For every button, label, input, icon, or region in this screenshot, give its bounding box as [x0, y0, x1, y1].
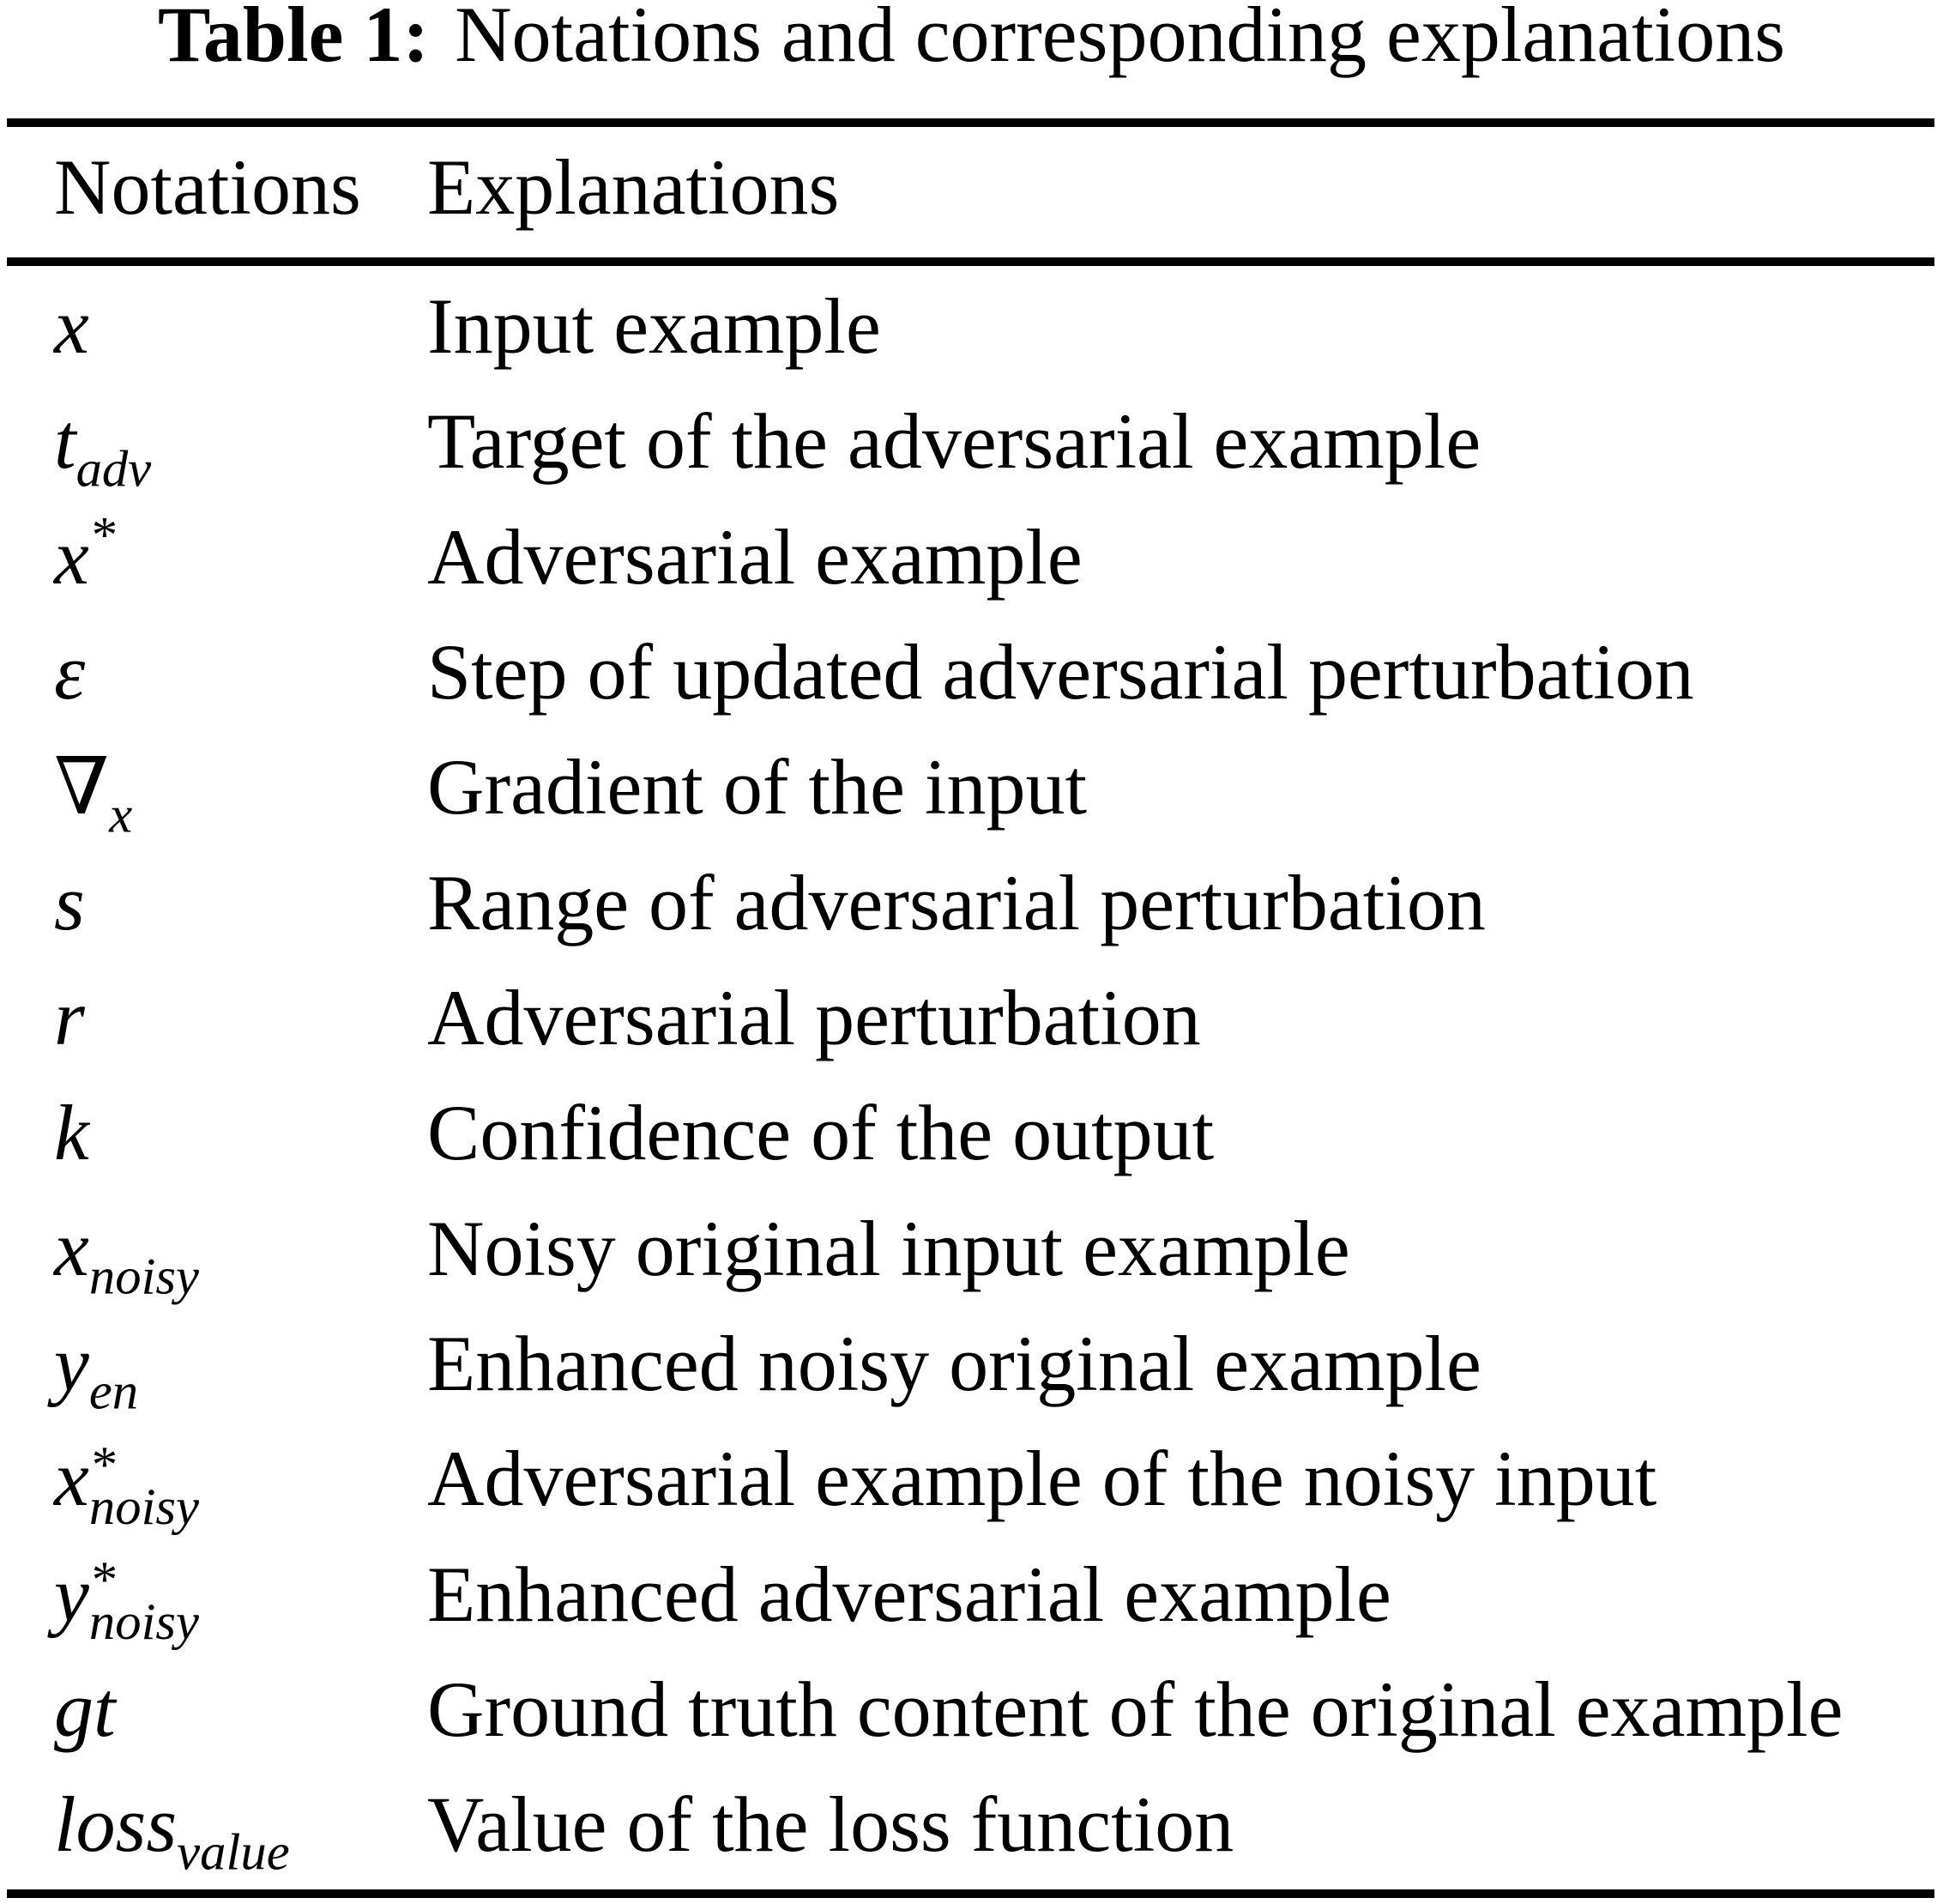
explanation-text: Adversarial example: [427, 512, 1083, 601]
notation-symbol: [54, 1089, 89, 1176]
table-row: [0, 397, 1943, 517]
table-caption: [0, 0, 1943, 78]
explanation-cell: [427, 1319, 1943, 1407]
explanation-cell: [427, 1089, 1943, 1177]
notation-supsub-stack: [88, 1551, 200, 1651]
explanation-text: Input example: [427, 282, 881, 370]
explanation-text: Adversarial example of the noisy input: [427, 1435, 1657, 1523]
table-row: [0, 1435, 1943, 1554]
notation-base: k: [54, 1089, 89, 1177]
explanation-text: Confidence of the output: [427, 1089, 1215, 1177]
table-bottom-rule: [7, 1889, 1934, 1898]
explanation-text: Gradient of the input: [427, 743, 1088, 831]
notation-superscript: *: [88, 1551, 116, 1610]
notation-superscript: *: [88, 1436, 116, 1494]
notation-subscript: adv: [75, 440, 152, 499]
notation-base: t: [54, 397, 76, 486]
notation-cell: [0, 282, 427, 370]
notation-subscript: x: [109, 786, 133, 844]
explanation-cell: [427, 1204, 1943, 1292]
notation-symbol: [54, 1665, 116, 1753]
explanation-text: Ground truth content of the original example: [427, 1665, 1843, 1753]
table-body: [0, 282, 1943, 1901]
notation-base: y: [54, 1319, 89, 1407]
notation-symbol: [54, 1319, 139, 1421]
explanation-text: Adversarial perturbation: [427, 973, 1201, 1061]
explanation-text: Noisy original input example: [427, 1204, 1350, 1292]
explanation-text: Value of the loss function: [427, 1780, 1234, 1869]
notation-cell: [0, 743, 427, 844]
notation-subscript: noisy: [88, 1593, 200, 1651]
notation-base: loss: [54, 1780, 178, 1869]
notation-cell: [0, 1550, 427, 1651]
column-header-explanations: Explanations: [427, 143, 840, 231]
notation-symbol: [54, 1435, 200, 1536]
notation-base: x: [54, 1435, 89, 1523]
table-row: [0, 1319, 1943, 1439]
explanation-text: Step of updated adversarial perturbation: [427, 627, 1694, 716]
explanation-cell: [427, 627, 1943, 716]
notation-base: r: [54, 973, 85, 1061]
explanation-cell: [427, 1780, 1943, 1869]
explanation-text: Target of the adversarial example: [427, 397, 1481, 486]
notation-subscript: value: [177, 1823, 290, 1882]
explanation-cell: [427, 1550, 1943, 1638]
notation-symbol: [54, 1780, 290, 1882]
notation-cell: [0, 506, 427, 601]
notation-cell: [0, 858, 427, 946]
notation-symbol: [54, 743, 133, 844]
explanation-cell: [427, 858, 1943, 946]
notation-symbol: [54, 282, 89, 370]
table-caption-text: Notations and corresponding explanations: [455, 0, 1785, 78]
table-row: [0, 1550, 1943, 1670]
table-row: [0, 282, 1943, 402]
notation-supsub-stack: [88, 1436, 200, 1536]
table-row: [0, 627, 1943, 747]
notation-base: ∇: [54, 743, 110, 831]
notation-subscript: noisy: [88, 1478, 200, 1536]
table-row: [0, 1780, 1943, 1900]
notation-base: x: [54, 1204, 89, 1292]
table-row: [0, 743, 1943, 862]
notation-subscript: en: [88, 1363, 139, 1421]
explanation-cell: [427, 397, 1943, 486]
explanation-cell: [427, 1435, 1943, 1523]
notation-base: gt: [54, 1665, 116, 1753]
notation-cell: [0, 627, 427, 716]
notation-superscript: *: [88, 506, 116, 565]
notation-symbol: [54, 628, 85, 716]
column-header-notations: Notations: [54, 143, 361, 231]
notation-subscript: noisy: [88, 1247, 200, 1305]
explanation-text: Range of adversarial perturbation: [427, 858, 1486, 946]
table-row: [0, 858, 1943, 978]
explanation-text: Enhanced adversarial example: [427, 1550, 1391, 1638]
notation-cell: [0, 1089, 427, 1177]
notation-symbol: [54, 506, 116, 601]
notation-cell: [0, 1204, 427, 1305]
notation-cell: [0, 1665, 427, 1753]
explanation-cell: [427, 743, 1943, 831]
explanation-text: Enhanced noisy original example: [427, 1319, 1481, 1407]
notation-base: y: [54, 1550, 89, 1638]
table-header-row: [0, 143, 1943, 231]
explanation-cell: [427, 512, 1943, 601]
explanation-cell: [427, 1665, 1943, 1753]
table-row: [0, 1204, 1943, 1324]
notation-base: x: [54, 282, 89, 370]
notation-symbol: [54, 859, 85, 946]
notation-cell: [0, 973, 427, 1061]
table-row: [0, 506, 1943, 632]
table-row: [0, 1089, 1943, 1208]
notation-base: s: [54, 858, 85, 946]
notation-base: ε: [54, 627, 86, 716]
notation-cell: [0, 1319, 427, 1421]
table-caption-label: Table 1:: [157, 0, 430, 78]
notation-cell: [0, 397, 427, 499]
notation-symbol: [54, 397, 152, 499]
table-row: [0, 973, 1943, 1093]
table-row: [0, 1665, 1943, 1785]
notation-cell: [0, 1435, 427, 1536]
notation-base: x: [54, 512, 89, 601]
notation-symbol: [54, 1550, 200, 1651]
notation-symbol: [54, 1204, 200, 1305]
table-header-rule: [7, 257, 1934, 266]
notation-symbol: [54, 974, 85, 1061]
table-top-rule: [7, 118, 1934, 127]
explanation-cell: [427, 973, 1943, 1061]
explanation-cell: [427, 282, 1943, 370]
notation-cell: [0, 1780, 427, 1882]
